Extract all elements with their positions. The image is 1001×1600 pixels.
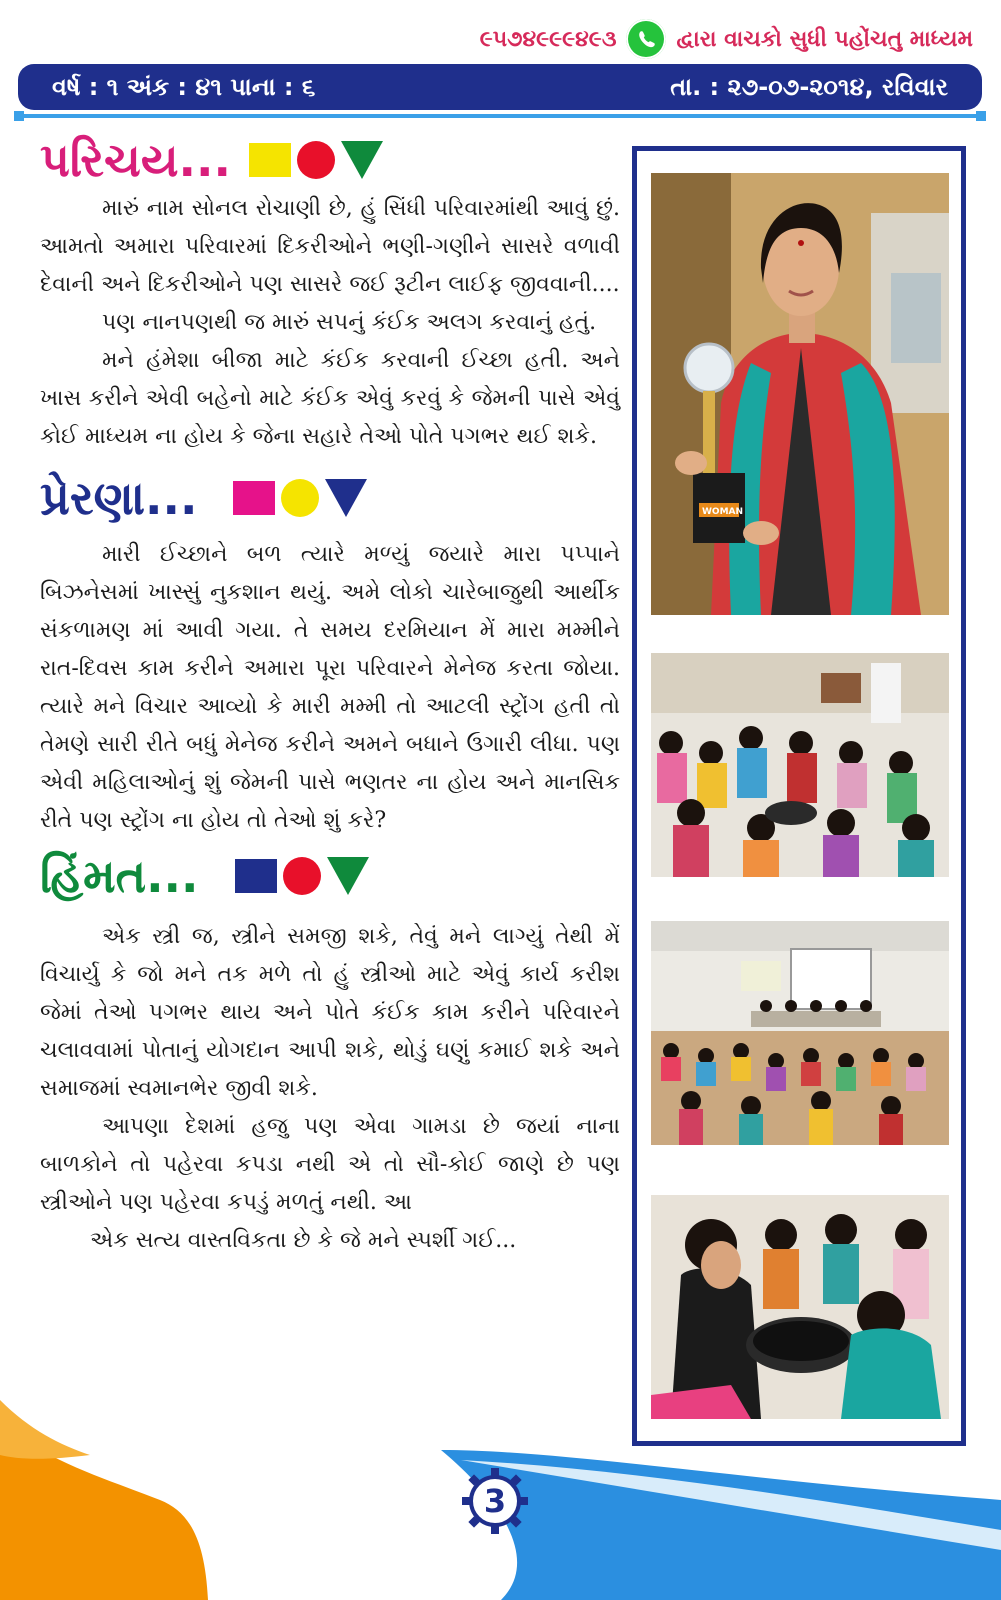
issue-info: વર્ષ : ૧ અંક : ૪૧ પાના : ૬ — [52, 73, 316, 101]
paragraph: મને હંમેશા બીજા માટે કંઈક કરવાની ઈચ્છા હતી. અને ખાસ કરીને એવી બહેનો માટે કંઈક એવું કરવું કે જેમની પાસે એવું કોઈ માધ્યમ ના હોય કે જેના સહારે તેઓ પોતે પગભર થઈ શકે. — [40, 348, 620, 449]
section-title: પરિચય... — [40, 133, 231, 187]
page-number — [460, 1466, 530, 1536]
triangle-shape — [327, 857, 369, 895]
tagline-text: દ્વારા વાચકો સુધી પહોંચતુ માધ્યમ — [676, 26, 973, 52]
paragraph: મારું નામ સોનલ રોચાણી છે, હું સિંધી પરિવારમાંથી આવું છું. આમતો અમારા પરિવારમાં દિકરીઓને ભણી-ગણીને સાસરે વળાવી દેવાની અને દિકરીઓને પણ સાસરે જઈ રૂટીન લાઈફ જીવવાની.... — [40, 196, 620, 297]
paragraph: આપણા દેશમાં હજુ પણ એવા ગામડા છે જયાં નાના બાળકોને તો પહેરવા કપડા નથી એ તો સૌ-કોઈ જાણે છે પણ સ્ત્રીઓને પણ પહેરવા કપડું મળતું નથી. આ — [40, 1114, 620, 1215]
section-introduction — [40, 130, 620, 456]
header-divider — [14, 114, 986, 118]
square-shape — [233, 481, 275, 515]
photo-column — [632, 146, 966, 1446]
decor-shapes — [249, 141, 383, 179]
paragraph: એક સ્ત્રી જ, સ્ત્રીને સમજી શકે, તેવું મને લાગ્યું તેથી મેં વિચાર્યુ કે જો મને તક મળે તો હું સ્ત્રીઓ માટે એવું કાર્ય કરીશ જેમાં તેઓ પગભર થાય અને પોતે કંઈક કામ કરીને પરિવારને ચલાવવામાં પોતાનું યોગદાન આપી શકે, થોડું ઘણું કમાઈ શકે અને સમાજમાં સ્વમાનભેર જીવી શકે. — [40, 924, 620, 1101]
women-group-workshop-photo — [651, 653, 949, 877]
issue-header-bar — [18, 64, 982, 110]
decor-shapes — [233, 479, 367, 517]
square-shape — [249, 143, 291, 177]
dyeing-activity-photo — [651, 1195, 949, 1419]
woman-with-award-photo — [651, 173, 949, 615]
paragraph: પણ નાનપણથી જ મારું સપનું કંઈક અલગ કરવાનું હતું. — [102, 310, 597, 335]
decor-shapes — [235, 857, 369, 895]
paragraph: મારી ઈચ્છાને બળ ત્યારે મળ્યું જયારે મારા પપ્પાને બિઝનેસમાં ખાસ્સું નુકશાન થયું. અમે લોકો ચારેબાજુથી આર્થીક સંકળામણ માં આવી ગયા. તે સમય દરમિયાન મેં મારા મમ્મીને રાત-દિવસ કામ કરીને અમારા પૂરા પરિવારને મેનેજ કરતા જોયા. ત્યારે મને વિચાર આવ્યો કે મારી મમ્મી તો આટલી સ્ટ્રોંગ હતી તો તેમણે સારી રીતે બધું મેનેજ કરીને અમને બધાને ઉગારી લીધા. પણ એવી મહિલાઓનું શું જેમની પાસે ભણતર ના હોય અને માનસિક રીતે પણ સ્ટ્રોંગ ના હોય તો તેઓ શું કરે? — [40, 542, 620, 833]
tagline — [480, 18, 973, 60]
section-heading — [40, 130, 620, 190]
article-column — [40, 130, 620, 1260]
closing-line: એક સત્ય વાસ્તવિકતા છે કે જે મને સ્પર્શી ગઈ... — [90, 1228, 517, 1253]
circle-shape — [283, 857, 321, 895]
triangle-shape — [325, 479, 367, 517]
phone-number: ૯૫૭૪૯૯૯૪૯૩ — [479, 26, 617, 52]
hall-meeting-photo — [651, 921, 949, 1145]
circle-shape — [281, 479, 319, 517]
triangle-shape — [341, 141, 383, 179]
section-courage — [40, 846, 620, 1260]
section-heading — [40, 846, 620, 906]
circle-shape — [297, 141, 335, 179]
section-title: હિંમત... — [40, 849, 199, 903]
section-inspiration — [40, 468, 620, 840]
section-title: પ્રેરણા... — [40, 471, 198, 525]
footer-orange-swoosh — [0, 1400, 210, 1600]
award-label: WOMAN — [702, 507, 744, 517]
section-heading — [40, 468, 620, 528]
page-number-text: 3 — [483, 1482, 507, 1520]
issue-date: તા. : ૨૭-૦૭-૨૦૧૪, રવિવાર — [670, 73, 948, 101]
whatsapp-icon — [626, 19, 666, 59]
square-shape — [235, 859, 277, 893]
